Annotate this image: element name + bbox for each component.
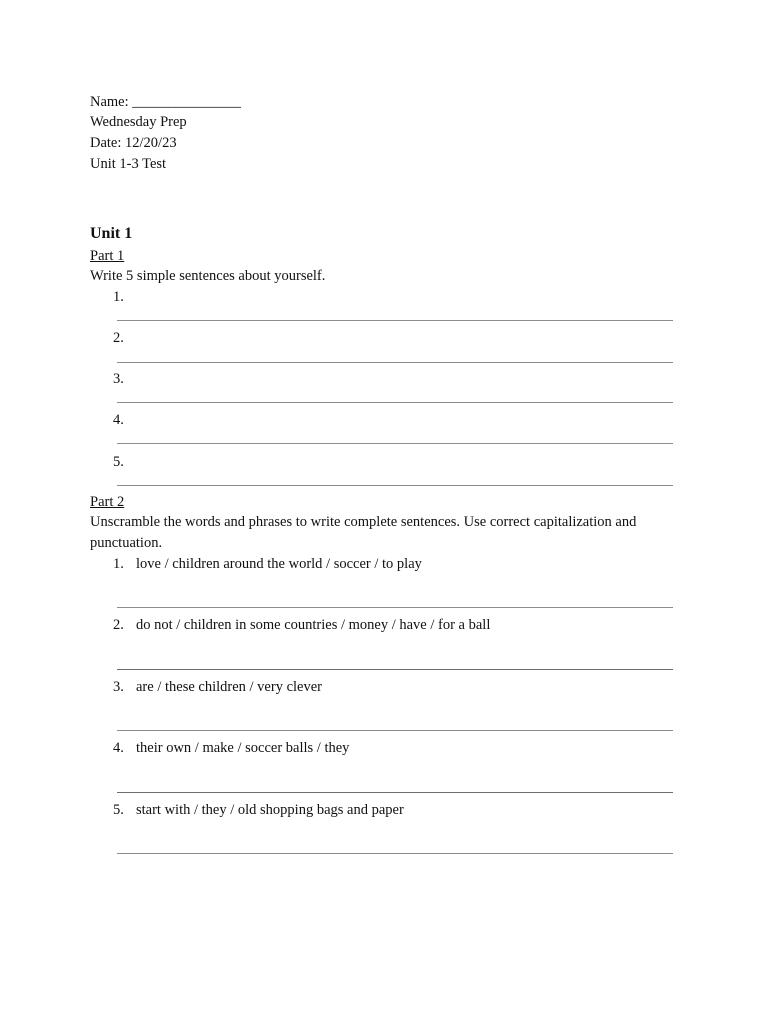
class-line: Wednesday Prep	[90, 114, 187, 130]
answer-line[interactable]	[117, 485, 673, 486]
part-1-item-number: 3.	[113, 371, 124, 387]
part-1-item-number: 4.	[113, 412, 124, 428]
part-1-instruction: Write 5 simple sentences about yourself.	[90, 268, 326, 284]
part-2-item-text: love / children around the world / soccer / to play	[136, 556, 422, 572]
part-2-instruction: Unscramble the words and phrases to write complete sentences. Use correct capitalization and punctuation.	[90, 514, 637, 551]
part-2-heading: Part 2	[90, 494, 125, 510]
part-2-item-text: do not / children in some countries / money / have / for a ball	[136, 617, 491, 633]
answer-line[interactable]	[117, 443, 673, 444]
part-2-item-text: their own / make / soccer balls / they	[136, 740, 350, 756]
part-1-item-number: 2.	[113, 330, 124, 346]
part-1-item-number: 1.	[113, 289, 124, 305]
part-1-heading: Part 1	[90, 248, 125, 264]
part-2-item-number: 1.	[113, 556, 124, 572]
answer-line[interactable]	[117, 792, 673, 793]
answer-line[interactable]	[117, 730, 673, 731]
part-2-item-number: 4.	[113, 740, 124, 756]
answer-line[interactable]	[117, 320, 673, 321]
part-2-item-number: 5.	[113, 802, 124, 818]
answer-line[interactable]	[117, 607, 673, 608]
answer-line[interactable]	[117, 362, 673, 363]
unit-heading: Unit 1	[90, 225, 133, 242]
part-2-item-number: 3.	[113, 679, 124, 695]
part-2-item-number: 2.	[113, 617, 124, 633]
name-line: Name: _______________	[90, 94, 242, 110]
answer-line[interactable]	[117, 669, 673, 670]
answer-line[interactable]	[117, 853, 673, 854]
test-title-line: Unit 1-3 Test	[90, 156, 167, 172]
part-2-item-text: start with / they / old shopping bags and paper	[136, 802, 404, 818]
part-2-item-text: are / these children / very clever	[136, 679, 322, 695]
answer-line[interactable]	[117, 402, 673, 403]
date-line: Date: 12/20/23	[90, 135, 177, 151]
part-1-item-number: 5.	[113, 454, 124, 470]
